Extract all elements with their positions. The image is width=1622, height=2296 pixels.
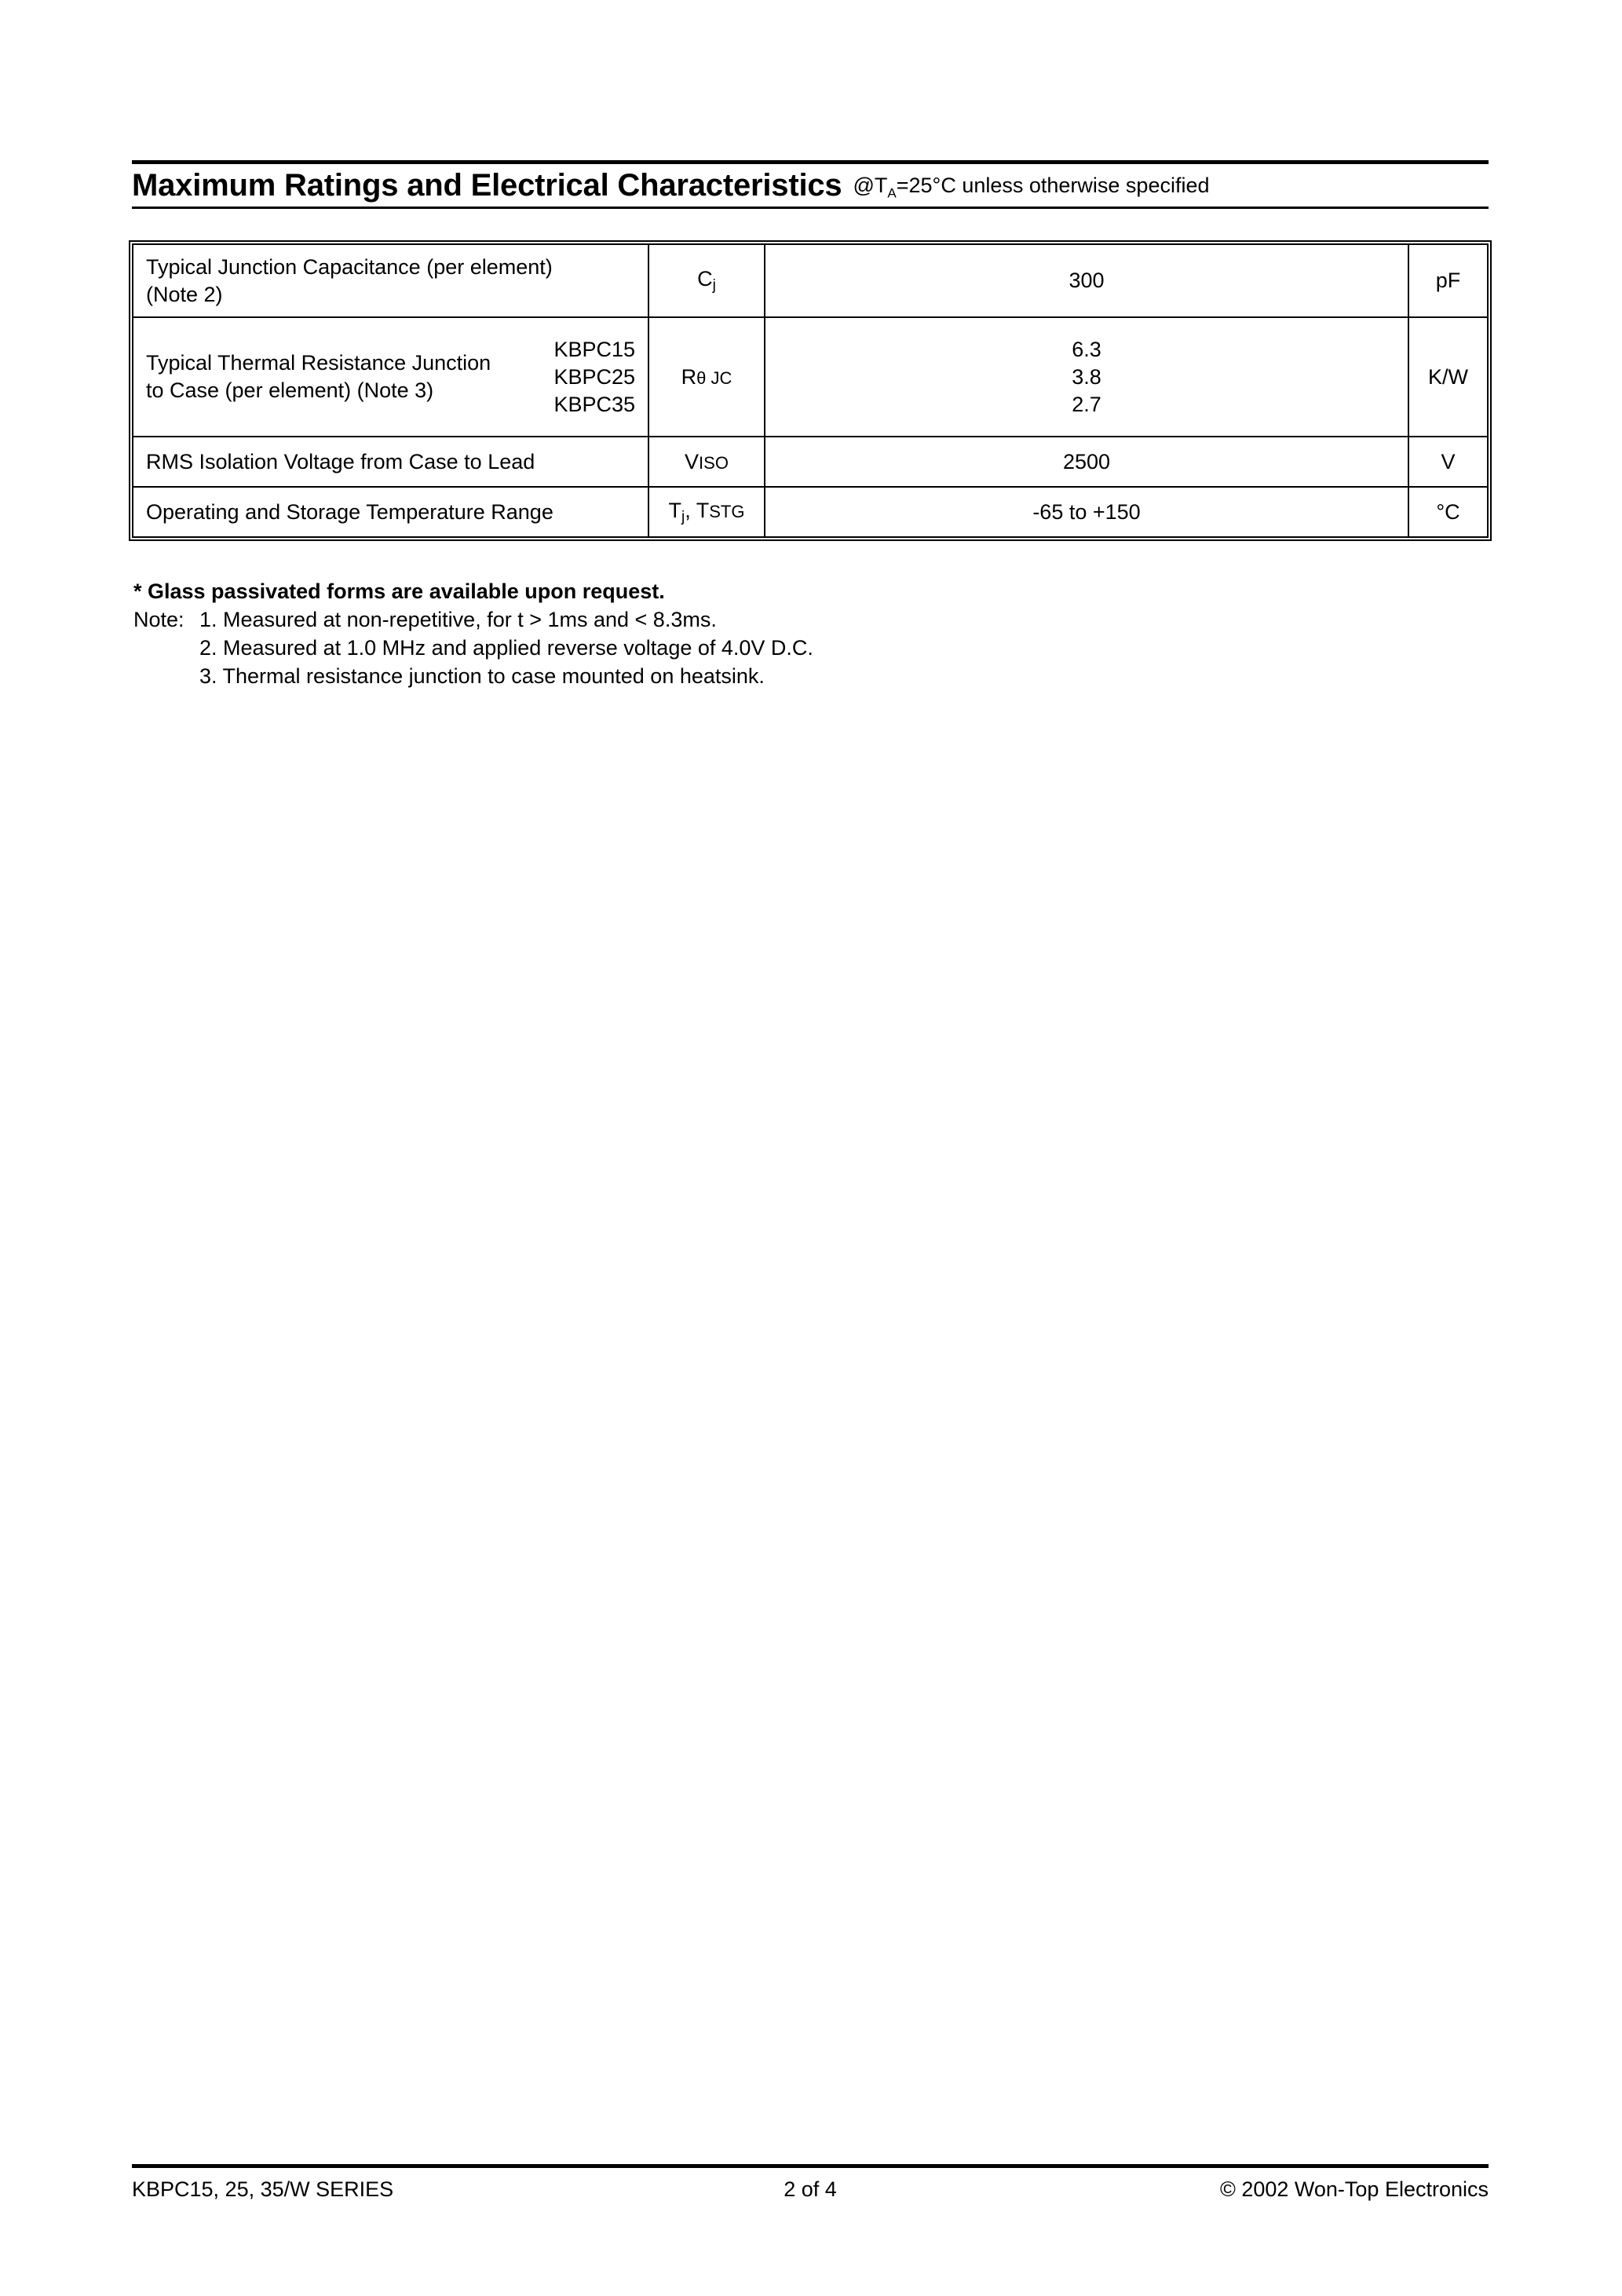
- symbol-main: R: [681, 364, 697, 389]
- symbol-small-caps: STG: [709, 501, 745, 521]
- table-row: [133, 317, 1487, 437]
- symbol-subscript: j: [681, 508, 685, 525]
- value-item: 6.3: [1072, 337, 1101, 361]
- notes-section: [133, 577, 1468, 690]
- page-number: 2 of 4: [784, 2177, 837, 2201]
- row-symbol: [648, 487, 765, 536]
- note-item: 3. Thermal resistance junction to case mounted on heatsink.: [199, 664, 765, 688]
- section-title: Maximum Ratings and Electrical Characteristics: [132, 167, 842, 203]
- row-unit: K/W: [1408, 317, 1487, 437]
- row-value: -65 to +150: [765, 487, 1408, 536]
- footer-series: KBPC15, 25, 35/W SERIES: [132, 2177, 394, 2201]
- page-footer: [132, 2164, 1489, 2202]
- row-unit: °C: [1408, 487, 1487, 536]
- row-description: RMS Isolation Voltage from Case to Lead: [133, 437, 648, 487]
- row-value: 300: [765, 245, 1408, 317]
- row-unit: pF: [1408, 245, 1487, 317]
- row-value: [765, 317, 1408, 437]
- test-condition: [853, 174, 1209, 201]
- note-item: 2. Measured at 1.0 MHz and applied reverse voltage of 4.0V D.C.: [199, 636, 813, 660]
- ratings-table-frame: [129, 240, 1492, 541]
- variant-list: [553, 336, 635, 419]
- row-symbol: [648, 245, 765, 317]
- section-header: [132, 160, 1489, 209]
- row-description: Operating and Storage Temperature Range: [133, 487, 648, 536]
- footer-copyright: © 2002 Won-Top Electronics: [1219, 2177, 1489, 2201]
- variant-label: KBPC15: [553, 337, 635, 361]
- row-value: 2500: [765, 437, 1408, 487]
- glass-passivated-note: * Glass passivated forms are available upon request.: [133, 579, 665, 603]
- row-unit: V: [1408, 437, 1487, 487]
- description-line: to Case (per element) (Note 3): [146, 378, 434, 402]
- condition-suffix: =25°C unless otherwise specified: [896, 174, 1210, 198]
- description-line: (Note 2): [146, 282, 223, 306]
- symbol-separator: , T: [685, 498, 710, 522]
- table-row: [133, 245, 1487, 317]
- condition-subscript: A: [887, 185, 897, 201]
- ratings-table: [133, 245, 1487, 536]
- table-row: [133, 487, 1487, 536]
- symbol-small-caps: ISO: [699, 452, 729, 473]
- condition-prefix: @T: [853, 174, 888, 198]
- value-item: 3.8: [1072, 364, 1101, 389]
- symbol-subscript: θ JC: [696, 367, 732, 388]
- variant-label: KBPC35: [553, 392, 635, 416]
- value-item: 2.7: [1072, 392, 1101, 416]
- row-description: [133, 317, 648, 437]
- symbol-subscript: j: [712, 277, 716, 294]
- row-symbol: [648, 437, 765, 487]
- symbol-main: C: [697, 267, 713, 291]
- symbol-main: T: [668, 498, 681, 522]
- row-description: [133, 245, 648, 317]
- description-line: Typical Junction Capacitance (per element): [146, 254, 553, 279]
- note-item: 1. Measured at non-repetitive, for t > 1ms and < 8.3ms.: [199, 608, 717, 631]
- description-line: Typical Thermal Resistance Junction: [146, 351, 491, 375]
- row-symbol: [648, 317, 765, 437]
- symbol-main: V: [685, 449, 700, 473]
- table-row: [133, 437, 1487, 487]
- variant-label: KBPC25: [553, 364, 635, 389]
- note-label: Note:: [133, 608, 184, 631]
